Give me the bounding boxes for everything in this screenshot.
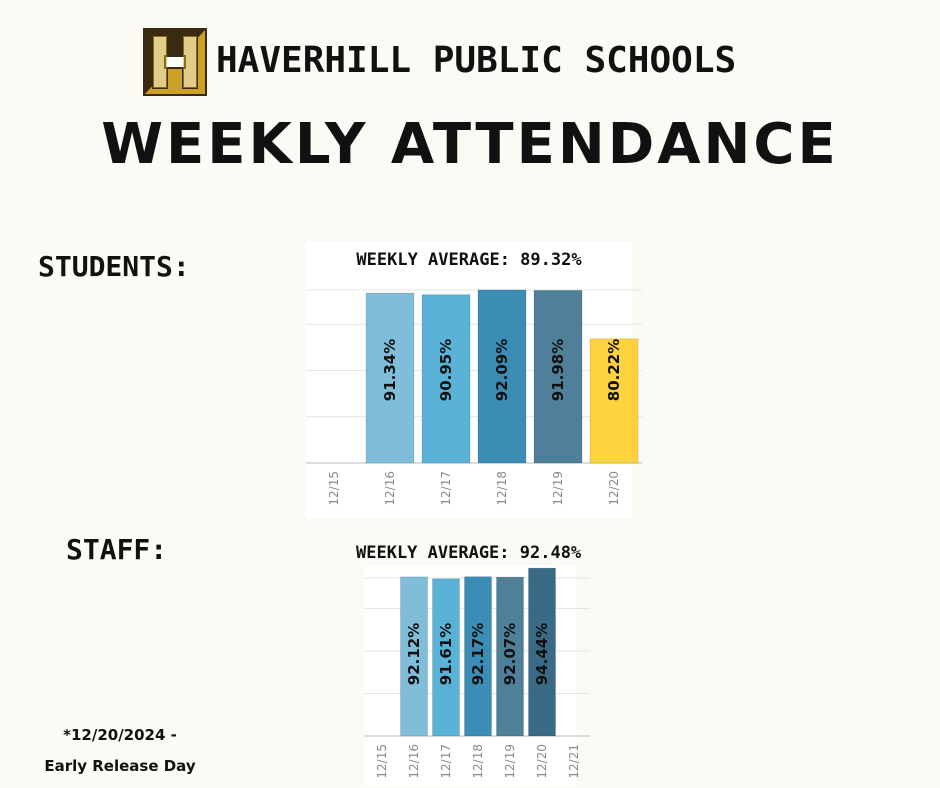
tick-label-12-17: 12/17 (439, 744, 453, 779)
data-label-12-20: 80.22% (605, 338, 623, 402)
tick-label-12-19: 12/19 (503, 744, 517, 779)
students-label: STUDENTS: (38, 250, 190, 283)
footnote-date: *12/20/2024 - (63, 726, 177, 744)
tick-label-12-21: 12/21 (567, 744, 581, 779)
staff-chart (364, 566, 581, 786)
staff-label: STAFF: (66, 533, 168, 566)
students-chart (306, 242, 632, 518)
staff-bar-chart (364, 566, 581, 786)
org-name: HAVERHILL PUBLIC SCHOOLS (216, 40, 737, 81)
data-label-12-20: 94.44% (533, 622, 551, 686)
tick-label-12-18: 12/18 (495, 471, 509, 506)
data-label-12-16: 92.12% (405, 622, 423, 686)
data-label-12-17: 90.95% (437, 338, 455, 402)
data-label-12-19: 91.98% (549, 338, 567, 402)
tick-label-12-15: 12/15 (375, 744, 389, 779)
tick-label-12-15: 12/15 (327, 471, 341, 506)
data-label-12-16: 91.34% (381, 338, 399, 402)
haverhill-logo (143, 28, 207, 96)
tick-label-12-20: 12/20 (607, 471, 621, 506)
tick-label-12-20: 12/20 (535, 744, 549, 779)
tick-label-12-18: 12/18 (471, 744, 485, 779)
tick-label-12-16: 12/16 (407, 744, 421, 779)
students-bar-chart (306, 242, 632, 518)
data-label-12-18: 92.17% (469, 622, 487, 686)
data-label-12-18: 92.09% (493, 338, 511, 402)
footnote (20, 720, 220, 782)
footnote-note: Early Release Day (44, 757, 196, 775)
students-chart-title: WEEKLY AVERAGE: 89.32% (356, 250, 582, 270)
tick-label-12-16: 12/16 (383, 471, 397, 506)
tick-label-12-19: 12/19 (551, 471, 565, 506)
tick-label-12-17: 12/17 (439, 471, 453, 506)
page-title: WEEKLY ATTENDANCE (101, 112, 839, 177)
staff-chart-title: WEEKLY AVERAGE: 92.48% (356, 543, 582, 563)
data-label-12-17: 91.61% (437, 622, 455, 686)
data-label-12-19: 92.07% (501, 622, 519, 686)
